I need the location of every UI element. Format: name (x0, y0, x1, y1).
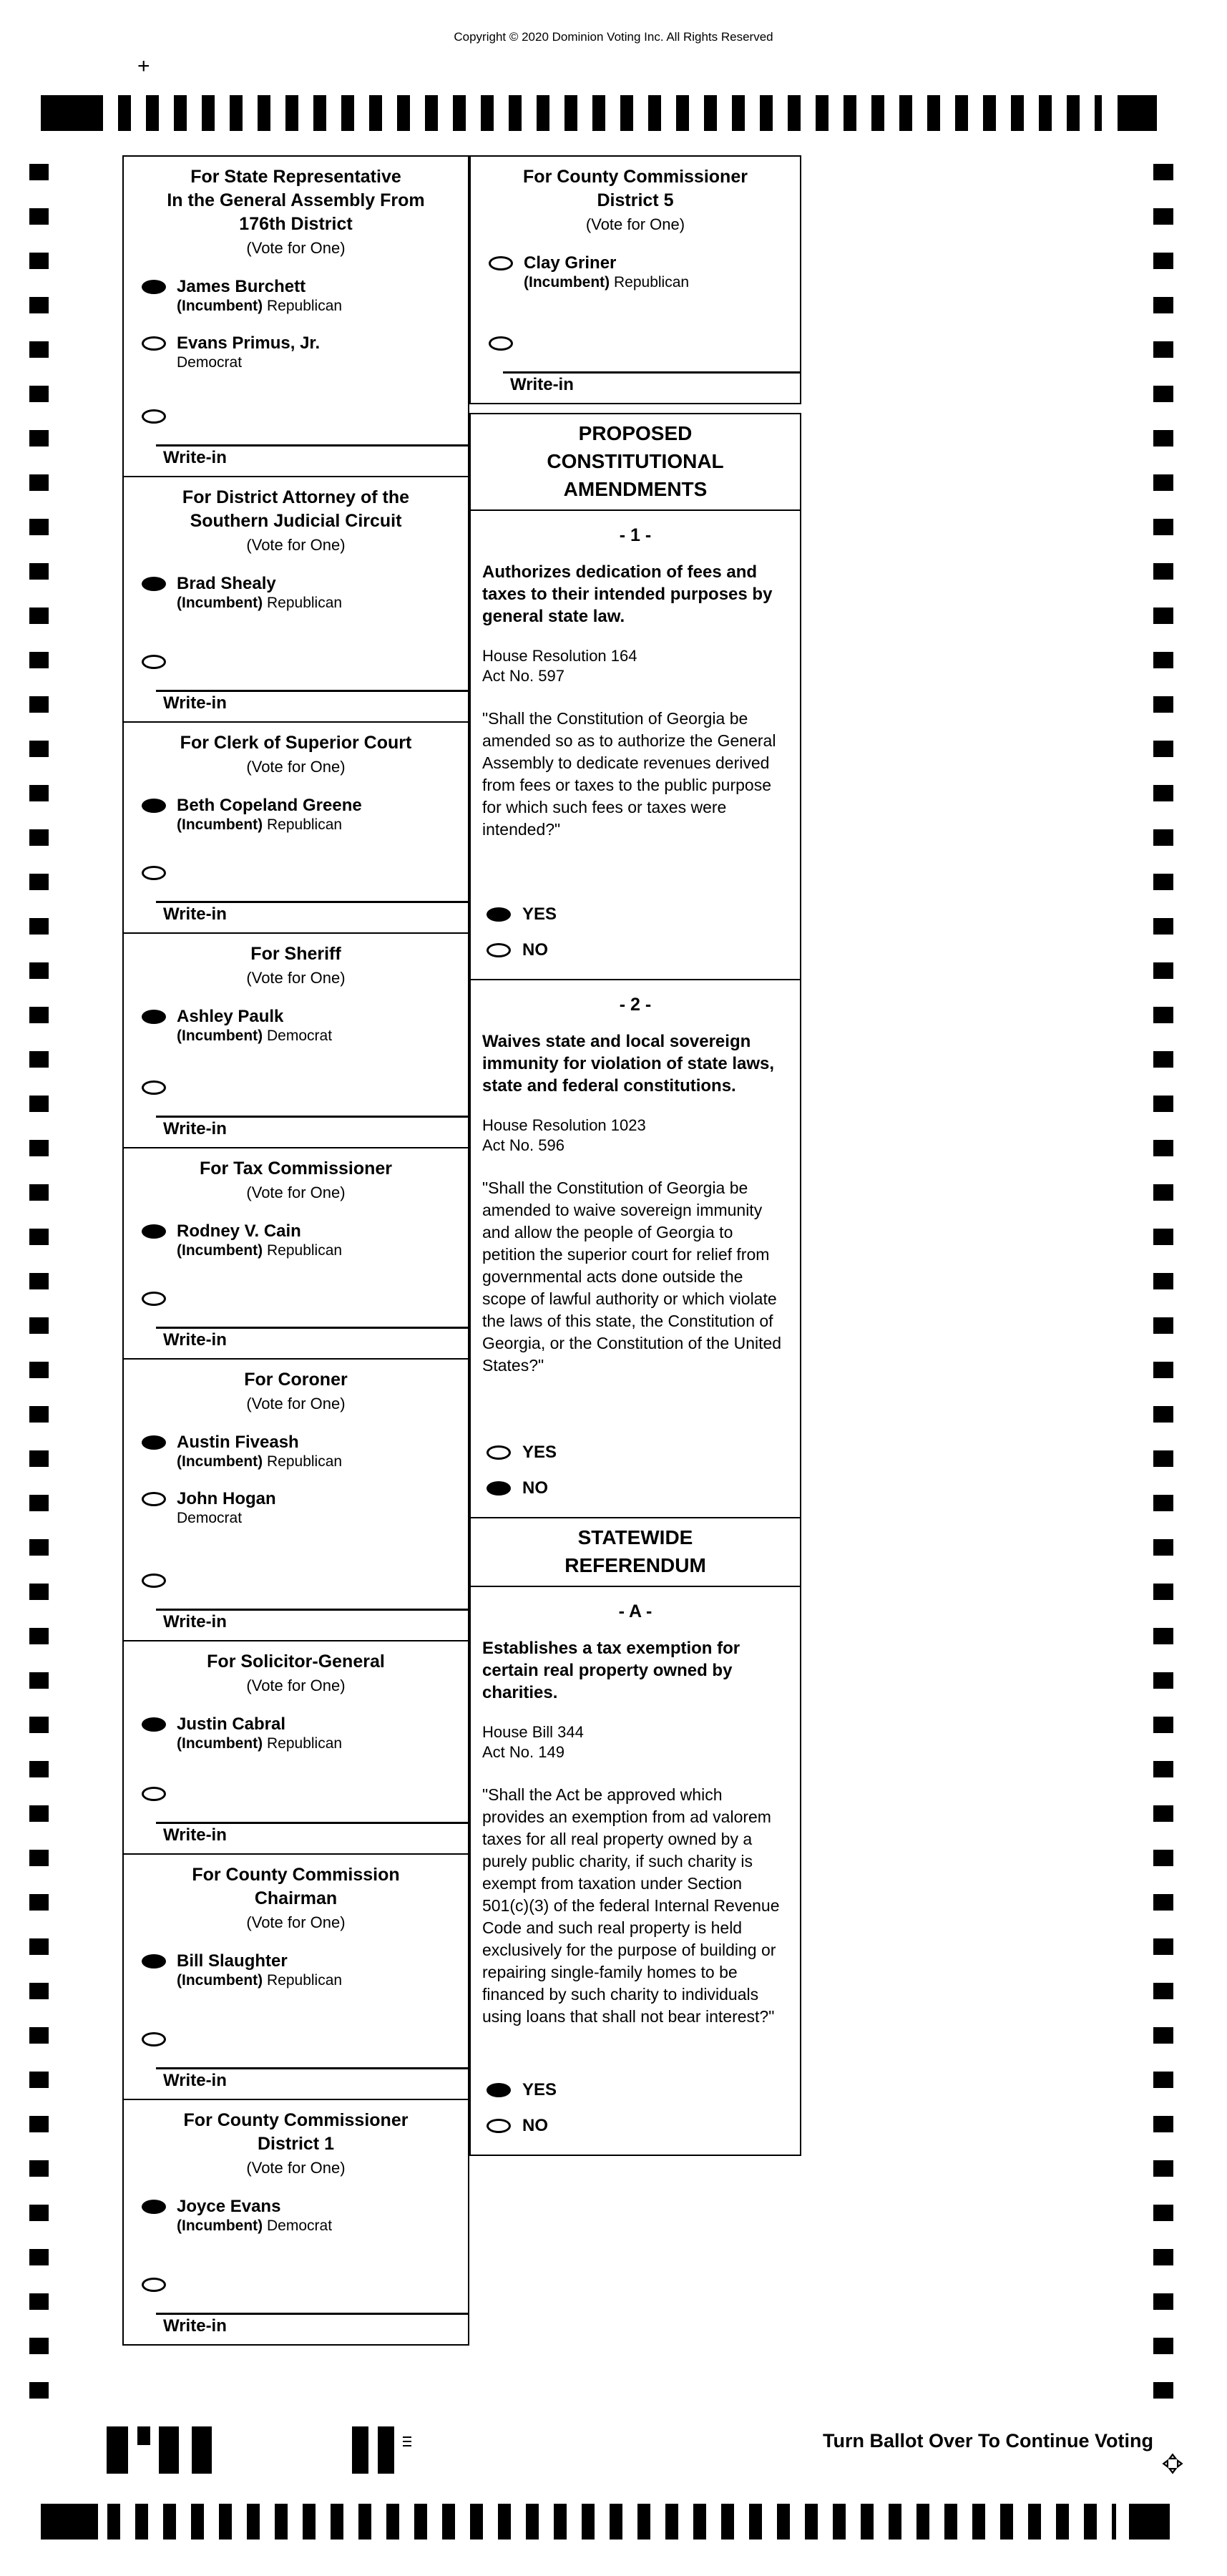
contest-title: For District Attorney of the Southern Judicial Circuit (182, 487, 410, 531)
no-vote-bubble[interactable] (487, 943, 511, 957)
measure-options (482, 860, 788, 960)
vote-instruction: (Vote for One) (246, 1913, 346, 1931)
contest-title: For Coroner (244, 1370, 348, 1390)
vote-instruction: (Vote for One) (246, 1677, 346, 1694)
candidate-name: John Hogan (177, 1489, 276, 1508)
vote-bubble[interactable] (142, 1010, 166, 1024)
candidate-row (124, 333, 468, 372)
option-label: NO (522, 940, 548, 960)
vote-bubble[interactable] (142, 336, 166, 351)
write-in-label: Write-in (510, 375, 574, 394)
contest-county-commissioner-district-5 (469, 155, 801, 404)
candidate-name: James Burchett (177, 277, 306, 296)
vote-instruction: (Vote for One) (246, 758, 346, 776)
option-row (487, 940, 788, 960)
ballot-column-left (122, 155, 469, 2346)
contest-title: For County Commissioner District 5 (523, 167, 748, 210)
candidate-detail: (Incumbent) Republican (177, 1972, 343, 1989)
timing-block-top-left (41, 95, 103, 131)
timing-marks-top (118, 95, 1102, 131)
vote-bubble[interactable] (142, 1717, 166, 1732)
measure-question: "Shall the Constitution of Georgia be amended so as to authorize the General Assembly to dedicate revenues derived from fees or taxes to the public purpose for which such fees or taxes were intended?" (482, 709, 776, 839)
measure-references: House Resolution 1023 Act No. 596 (482, 1116, 646, 1154)
contest-tax-commissioner (122, 1147, 469, 1360)
ballot-column-right (469, 155, 801, 2156)
write-in-label: Write-in (163, 2071, 227, 2090)
write-in-bubble[interactable] (142, 409, 166, 424)
candidate-row (124, 1714, 468, 1753)
candidate-name: Clay Griner (524, 253, 617, 273)
candidate-detail: (Incumbent) Republican (177, 1453, 343, 1470)
vote-instruction: (Vote for One) (585, 215, 685, 233)
yes-vote-bubble[interactable] (487, 2083, 511, 2097)
candidate-name: Ashley Paulk (177, 1007, 284, 1026)
option-label: NO (522, 1478, 548, 1498)
option-row (487, 2116, 788, 2136)
measure-summary: Authorizes dedication of fees and taxes to their intended purposes by general state law. (482, 562, 773, 626)
candidate-detail: Democrat (177, 354, 243, 371)
write-in-label: Write-in (163, 904, 227, 924)
contest-title: For Solicitor-General (207, 1652, 385, 1672)
candidate-name: Beth Copeland Greene (177, 796, 362, 815)
timing-marks-left (29, 164, 49, 2419)
vote-instruction: (Vote for One) (246, 536, 346, 554)
vote-instruction: (Vote for One) (246, 2159, 346, 2177)
write-in-bubble[interactable] (489, 336, 513, 351)
option-row (487, 1443, 788, 1463)
vote-bubble[interactable] (142, 799, 166, 813)
turn-ballot-over-text: Turn Ballot Over To Continue Voting (823, 2430, 1153, 2451)
option-label: YES (522, 1443, 557, 1462)
candidate-name: Joyce Evans (177, 2197, 281, 2216)
contest-title: For State Representative In the General Assembly From 176th District (167, 167, 425, 234)
candidate-row (124, 276, 468, 316)
vote-instruction: (Vote for One) (246, 239, 346, 257)
measure-options (482, 2036, 788, 2136)
candidate-row (124, 1488, 468, 1528)
amendment-1-section (471, 511, 800, 980)
timing-marks-bottom (107, 2504, 1116, 2540)
write-in-bubble[interactable] (142, 655, 166, 669)
timing-marks-right (1153, 164, 1173, 2419)
candidate-name: Rodney V. Cain (177, 1221, 301, 1241)
write-in-bubble[interactable] (142, 866, 166, 880)
measure-summary: Establishes a tax exemption for certain real property owned by charities. (482, 1639, 740, 1702)
candidate-name: Austin Fiveash (177, 1433, 299, 1452)
amendments-box (469, 413, 801, 2156)
candidate-row (471, 253, 800, 292)
write-in-bubble[interactable] (142, 1787, 166, 1801)
contest-title: For Clerk of Superior Court (180, 733, 412, 753)
measure-number: - 1 - (619, 525, 652, 545)
measure-number: - A - (618, 1601, 652, 1621)
candidate-detail: Democrat (177, 1510, 243, 1526)
measure-number: - 2 - (619, 995, 652, 1015)
vote-instruction: (Vote for One) (246, 1184, 346, 1201)
contest-title: For County Commissioner District 1 (183, 2110, 409, 2154)
candidate-detail: (Incumbent) Republican (177, 1242, 343, 1259)
vote-bubble[interactable] (142, 1954, 166, 1968)
contest-title: For Sheriff (250, 944, 341, 964)
alignment-cross-icon (1160, 2451, 1185, 2476)
write-in-bubble[interactable] (142, 2032, 166, 2046)
contest-coroner (122, 1358, 469, 1641)
option-row (487, 2080, 788, 2100)
write-in-bubble[interactable] (142, 2278, 166, 2292)
candidate-detail: (Incumbent) Republican (177, 298, 343, 314)
referendum-section-header: STATEWIDE REFERENDUM (471, 1517, 800, 1587)
write-in-label: Write-in (163, 2316, 227, 2336)
option-label: YES (522, 2080, 557, 2099)
timing-block-bottom-left (41, 2504, 98, 2540)
candidate-name: Bill Slaughter (177, 1951, 288, 1971)
candidate-detail: (Incumbent) Republican (177, 1735, 343, 1752)
measure-references: House Bill 344 Act No. 149 (482, 1723, 584, 1761)
vote-bubble[interactable] (142, 1492, 166, 1506)
option-label: YES (522, 904, 557, 924)
write-in-label: Write-in (163, 448, 227, 467)
contest-title: For Tax Commissioner (199, 1158, 393, 1179)
measure-summary: Waives state and local sovereign immunity for violation of state laws, state and federal constitutions. (482, 1032, 775, 1096)
no-vote-bubble[interactable] (487, 1481, 511, 1496)
contest-solicitor-general (122, 1640, 469, 1855)
contest-county-commission-chairman (122, 1853, 469, 2100)
write-in-label: Write-in (163, 1330, 227, 1350)
timing-block-top-right (1118, 95, 1157, 131)
candidate-name: Evans Primus, Jr. (177, 333, 321, 353)
option-label: NO (522, 2116, 548, 2135)
yes-vote-bubble[interactable] (487, 907, 511, 922)
write-in-label: Write-in (163, 1612, 227, 1631)
referendum-a-section (471, 1587, 800, 2155)
contest-county-commissioner-district-1 (122, 2099, 469, 2346)
candidate-name: Justin Cabral (177, 1714, 286, 1734)
candidate-row (124, 1006, 468, 1045)
candidate-row (124, 1432, 468, 1471)
write-in-label: Write-in (163, 693, 227, 713)
candidate-row (124, 1221, 468, 1260)
vote-instruction: (Vote for One) (246, 969, 346, 987)
contest-sheriff (122, 932, 469, 1148)
amendments-section-header: PROPOSED CONSTITUTIONAL AMENDMENTS (471, 414, 800, 511)
option-row (487, 1478, 788, 1498)
candidate-detail: (Incumbent) Republican (524, 274, 690, 291)
write-in-bubble[interactable] (142, 1080, 166, 1095)
candidate-row (124, 573, 468, 613)
registration-lines-mark (403, 2436, 411, 2448)
vote-bubble[interactable] (489, 256, 513, 270)
measure-question: "Shall the Constitution of Georgia be amended to waive sovereign immunity and allow the people of Georgia to petition the superior court for relief from governmental acts done outside the scope of lawful authority or which violate the laws of this state, the Constitution of Georgia, or the Constitution of the United States?" (482, 1179, 782, 1375)
candidate-name: Brad Shealy (177, 574, 276, 593)
candidate-row (124, 2196, 468, 2235)
write-in-bubble[interactable] (142, 1292, 166, 1306)
contest-clerk-superior-court (122, 721, 469, 934)
vote-bubble[interactable] (142, 1435, 166, 1450)
candidate-detail: (Incumbent) Democrat (177, 2218, 333, 2234)
candidate-row (124, 795, 468, 834)
option-row (487, 904, 788, 924)
write-in-bubble[interactable] (142, 1574, 166, 1588)
candidate-detail: (Incumbent) Democrat (177, 1028, 333, 1044)
candidate-detail: (Incumbent) Republican (177, 816, 343, 833)
measure-references: House Resolution 164 Act No. 597 (482, 647, 637, 685)
yes-vote-bubble[interactable] (487, 1445, 511, 1460)
registration-plus-mark: + (137, 54, 150, 78)
measure-question: "Shall the Act be approved which provides an exemption from ad valorem taxes for all real property owned by a purely public charity, if such charity is exempt from taxation under Section 501(c)(3) of the federal Internal Revenue Code and such real property is held exclusively for the purpose of building or repairing single-family homes to be financed by such charity to individuals using loans that shall not bear interest?" (482, 1785, 780, 2026)
vote-bubble[interactable] (142, 2200, 166, 2214)
candidate-detail: (Incumbent) Republican (177, 595, 343, 611)
vote-bubble[interactable] (142, 280, 166, 294)
contest-district-attorney (122, 476, 469, 723)
measure-options (482, 1398, 788, 1498)
vote-bubble[interactable] (142, 1224, 166, 1239)
contest-state-representative (122, 155, 469, 477)
write-in-label: Write-in (163, 1119, 227, 1138)
no-vote-bubble[interactable] (487, 2119, 511, 2133)
contest-title: For County Commission Chairman (192, 1865, 400, 1908)
copyright-text: Copyright © 2020 Dominion Voting Inc. All Rights Reserved (454, 30, 773, 44)
write-in-label: Write-in (163, 1825, 227, 1845)
vote-instruction: (Vote for One) (246, 1395, 346, 1413)
candidate-row (124, 1951, 468, 1990)
amendment-2-section (471, 980, 800, 1517)
vote-bubble[interactable] (142, 577, 166, 591)
timing-block-bottom-right (1129, 2504, 1170, 2540)
